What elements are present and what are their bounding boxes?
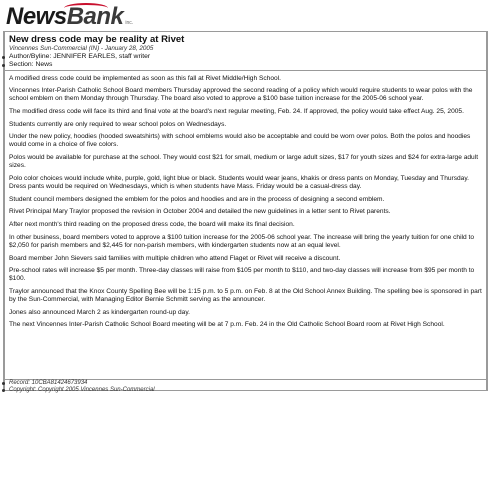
- section-text: Section: News: [9, 60, 53, 68]
- article-paragraph: A modified dress code could be implemented as soon as this fall at Rivet Middle/High School.: [9, 74, 281, 82]
- article-paragraph: Rivet Principal Mary Traylor proposed the revision in October 2004 and detailed the new guidelines in a letter sent to Rivet parents.: [9, 208, 391, 216]
- bullet-icon: [2, 382, 5, 385]
- logo-inc: inc.: [125, 20, 134, 26]
- article-paragraph: The next Vincennes Inter-Parish Catholic School Board meeting will be at 7 p.m. Feb. 24 in the Old Catholic School Board room at Rivet High School.: [9, 321, 445, 329]
- article-paragraph: The modified dress code will face its third and final vote at the board's next regular meeting, Feb. 24. If approved, the policy would take effect Aug. 25, 2005.: [9, 107, 464, 115]
- article-paragraph: After next month's third reading on the proposed dress code, the board will make its final decision.: [9, 221, 295, 229]
- article-paragraph: In other business, board members voted to approve a $100 tuition increase for the 2005-06 school year. The increase will bring the yearly tuition for one child to $2,050 for parish members and $2,445 for non-parish members, with kindergarten students now at an equal level.: [9, 233, 475, 249]
- article-paragraph: Board member John Sievers said families with multiple children who attend Flaget or Rivet will receive a discount.: [9, 254, 341, 262]
- article-paragraph: Students currently are only required to wear school polos on Wednesdays.: [9, 120, 227, 128]
- article-paragraph: Student council members designed the emblem for the polos and hoodies and are in the process of designing a second emblem.: [9, 195, 385, 203]
- author-text: Author/Byline: JENNIFER EARLES, staff writer: [9, 52, 151, 60]
- article-body: [9, 75, 487, 330]
- article-author: [9, 53, 487, 61]
- article-footer: [9, 380, 155, 394]
- copyright-line: [9, 387, 155, 394]
- record-line: [9, 380, 155, 387]
- bullet-icon: [2, 64, 5, 67]
- article-paragraph: Vincennes Inter-Parish Catholic School Board members Thursday approved the second reading of a policy which would require students to wear polos with the school emblem on them Monday through Thursday. The board also voted to approve a $100 base tuition increase for the 2005-06 school year.: [9, 87, 473, 103]
- article-paragraph: Polo color choices would include white, purple, gold, light blue or black. Students would wear jeans, khakis or dress pants on Monday, Tuesday and Thursday. Dress pants would be required on Wednesdays, which is when students have Mass. Friday would be a casual-dress day.: [9, 174, 469, 190]
- article-section: [9, 61, 487, 69]
- article-paragraph: Jones also announced March 2 as kindergarten round-up day.: [9, 308, 190, 316]
- article-paragraph: Under the new policy, hoodies (hooded sweatshirts) with school emblems would also be acceptable and could be worn over polos. Both the polos and hoodies would come in a choice of five colors.: [9, 133, 471, 149]
- logo-swoosh: [64, 3, 108, 13]
- bullet-icon: [2, 389, 5, 392]
- article-content: [9, 34, 487, 334]
- article-source: Vincennes Sun-Commercial (IN) - January 28, 2005: [9, 45, 154, 52]
- logo-text-news: News: [6, 3, 67, 30]
- header-divider: [3, 70, 487, 71]
- article-headline: New dress code may be reality at Rivet: [9, 34, 185, 45]
- newsbank-logo: [6, 2, 133, 30]
- copyright-text: Copyright: Copyright 2005 Vincennes Sun-Commercial: [9, 387, 155, 393]
- article-paragraph: Traylor announced that the Knox County Spelling Bee will be 1:15 p.m. to 5 p.m. on Feb. 8 at the Old School Annex Building. The spelling bee is sponsored in part by the Sun-Commercial, with Managing Editor Bernie Schmitt serving as the announcer.: [9, 288, 482, 304]
- article-paragraph: Pre-school rates will increase $5 per month. Three-day classes will raise from $105 per month to $110, and two-day classes will increase from $95 per month to $100.: [9, 267, 475, 283]
- record-text: Record: 10CBA81424673934: [9, 380, 88, 386]
- article-paragraph: Polos would be available for purchase at the school. They would cost $21 for small, medium or large adult sizes, $17 for youth sizes and $24 for extra-large adult sizes.: [9, 154, 479, 170]
- bullet-icon: [2, 56, 5, 59]
- logo-text-bank: Bank: [66, 3, 124, 30]
